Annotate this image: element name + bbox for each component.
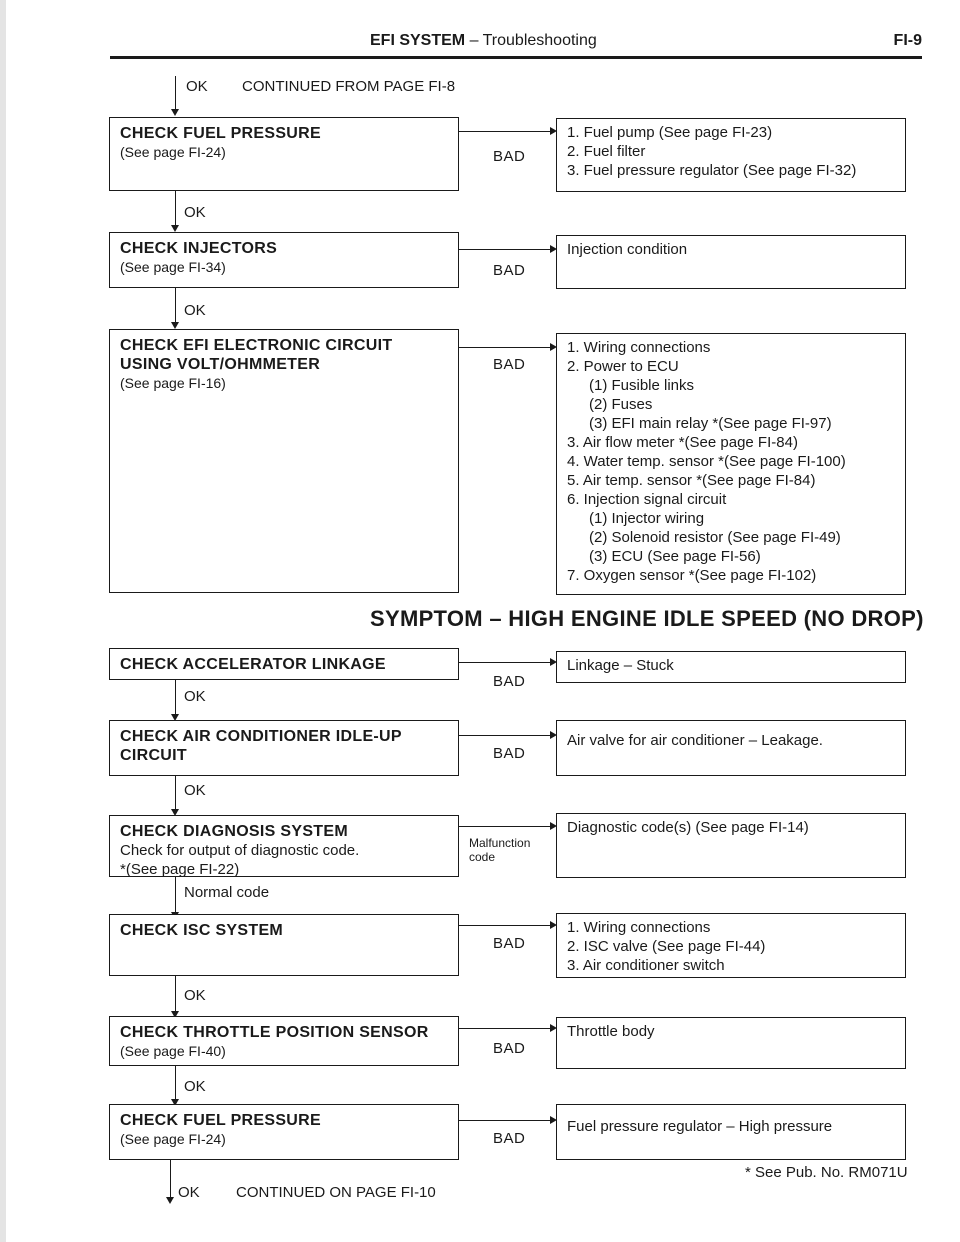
- result-line: Throttle body: [567, 1023, 655, 1040]
- bad-arrow: [459, 1028, 555, 1029]
- check-injectors-box: [109, 232, 459, 288]
- ok-label: OK: [184, 204, 206, 221]
- result-subline: (3) ECU (See page FI-56): [589, 548, 761, 565]
- result-subline: (3) EFI main relay *(See page FI-97): [589, 415, 832, 432]
- check-subtitle: Check for output of diagnostic code.: [120, 842, 360, 859]
- footnote: * See Pub. No. RM071U: [745, 1164, 908, 1181]
- check-title: CHECK THROTTLE POSITION SENSOR: [120, 1024, 429, 1041]
- result-line: 2. Fuel filter: [567, 143, 646, 160]
- check-title: CHECK EFI ELECTRONIC CIRCUIT: [120, 337, 393, 354]
- result-line: Diagnostic code(s) (See page FI-14): [567, 819, 809, 836]
- malfunction-arrow: [459, 826, 555, 827]
- result-subline: (1) Injector wiring: [589, 510, 705, 527]
- page-edge: [0, 0, 6, 1242]
- check-isc-box: [109, 914, 459, 976]
- result-line: 6. Injection signal circuit: [567, 491, 727, 508]
- result-box-diagnostic: [556, 813, 906, 878]
- ok-arrow: [175, 680, 176, 719]
- result-line: 3. Fuel pressure regulator (See page FI-32): [567, 162, 857, 179]
- result-line: 1. Fuel pump (See page FI-23): [567, 124, 773, 141]
- bad-label: BAD: [493, 356, 526, 373]
- result-subline: (2) Fuses: [589, 396, 653, 413]
- ok-arrow: [175, 1066, 176, 1104]
- result-box-injectors: [556, 235, 906, 289]
- ok-arrow: [175, 976, 176, 1016]
- check-title: CHECK DIAGNOSIS SYSTEM: [120, 823, 348, 840]
- bad-label: BAD: [493, 1130, 526, 1147]
- check-subtitle: (See page FI-24): [120, 1131, 226, 1147]
- check-subtitle-line2: *(See page FI-22): [120, 861, 240, 878]
- check-title: CHECK ISC SYSTEM: [120, 922, 284, 939]
- result-line: 1. Wiring connections: [567, 919, 711, 936]
- ok-label: OK: [184, 1078, 206, 1095]
- check-subtitle: (See page FI-16): [120, 375, 226, 391]
- result-subline: (2) Solenoid resistor (See page FI-49): [589, 529, 841, 546]
- normal-code-arrow: [175, 877, 176, 917]
- bad-label: BAD: [493, 1040, 526, 1057]
- ok-label: OK: [184, 302, 206, 319]
- bad-arrow: [459, 925, 555, 926]
- check-fuel-pressure-box: [109, 117, 459, 191]
- result-line: 3. Air conditioner switch: [567, 957, 725, 974]
- symptom-heading: SYMPTOM – HIGH ENGINE IDLE SPEED (NO DROP): [370, 606, 924, 631]
- check-subtitle: (See page FI-34): [120, 259, 226, 275]
- result-line: Air valve for air conditioner – Leakage.: [567, 732, 823, 749]
- bad-label: BAD: [493, 673, 526, 690]
- flow-arrow-end: [170, 1160, 171, 1202]
- bad-arrow: [459, 347, 555, 348]
- result-box-linkage: [556, 651, 906, 683]
- check-title-line2: CIRCUIT: [120, 747, 187, 764]
- result-line: Injection condition: [567, 241, 688, 258]
- check-title-line2: USING VOLT/OHMMETER: [120, 356, 321, 373]
- continued-from-label: CONTINUED FROM PAGE FI-8: [242, 78, 456, 95]
- result-line: 5. Air temp. sensor *(See page FI-84): [567, 472, 816, 489]
- header-title: EFI SYSTEM – Troubleshooting: [370, 32, 597, 49]
- result-line: 3. Air flow meter *(See page FI-84): [567, 434, 798, 451]
- result-box-fuel: [556, 118, 906, 192]
- check-ac-idle-up-box: [109, 720, 459, 776]
- ok-arrow: [175, 776, 176, 814]
- bad-arrow: [459, 735, 555, 736]
- result-box-throttle: [556, 1017, 906, 1069]
- result-line: Fuel pressure regulator – High pressure: [567, 1118, 833, 1135]
- result-box-air-valve: [556, 720, 906, 776]
- continued-on-label: CONTINUED ON PAGE FI-10: [236, 1184, 436, 1201]
- check-subtitle: (See page FI-40): [120, 1043, 226, 1059]
- check-title: CHECK FUEL PRESSURE: [120, 1112, 321, 1129]
- result-line: 4. Water temp. sensor *(See page FI-100): [567, 453, 846, 470]
- check-fuel-pressure-box-2: [109, 1104, 459, 1160]
- malfunction-label-line2: code: [469, 850, 496, 864]
- result-box-efi: [556, 333, 906, 595]
- check-title: CHECK INJECTORS: [120, 240, 278, 257]
- result-line: 7. Oxygen sensor *(See page FI-102): [567, 567, 817, 584]
- normal-code-label: Normal code: [184, 884, 270, 901]
- ok-label: OK: [186, 78, 208, 95]
- ok-label: OK: [184, 688, 206, 705]
- result-line: Linkage – Stuck: [567, 657, 674, 674]
- result-line: 2. ISC valve (See page FI-44): [567, 938, 766, 955]
- result-box-isc: [556, 913, 906, 978]
- result-subline: (1) Fusible links: [589, 377, 695, 394]
- result-line: 1. Wiring connections: [567, 339, 711, 356]
- check-accelerator-box: [109, 648, 459, 680]
- bad-arrow: [459, 249, 555, 250]
- bad-arrow: [459, 131, 555, 132]
- bad-arrow: [459, 662, 555, 663]
- bad-label: BAD: [493, 262, 526, 279]
- check-throttle-sensor-box: [109, 1016, 459, 1066]
- check-efi-circuit-box: [109, 329, 459, 593]
- bad-label: BAD: [493, 935, 526, 952]
- bad-label: BAD: [493, 745, 526, 762]
- ok-arrow: [175, 191, 176, 230]
- flow-arrow-start: [175, 76, 176, 114]
- ok-label: OK: [184, 782, 206, 799]
- bad-arrow: [459, 1120, 555, 1121]
- check-title: CHECK ACCELERATOR LINKAGE: [120, 656, 386, 673]
- check-subtitle: (See page FI-24): [120, 144, 226, 160]
- page-number: FI-9: [893, 32, 922, 49]
- header-rule: [110, 56, 922, 59]
- result-box-fuel-regulator: [556, 1104, 906, 1160]
- result-line: 2. Power to ECU: [567, 358, 679, 375]
- page-header: [110, 28, 922, 60]
- check-diagnosis-box: [109, 815, 459, 877]
- bad-label: BAD: [493, 148, 526, 165]
- ok-label: OK: [184, 987, 206, 1004]
- malfunction-label: Malfunction: [469, 836, 531, 850]
- check-title: CHECK FUEL PRESSURE: [120, 125, 321, 142]
- ok-arrow: [175, 288, 176, 327]
- check-title: CHECK AIR CONDITIONER IDLE-UP: [120, 728, 402, 745]
- ok-label: OK: [178, 1184, 200, 1201]
